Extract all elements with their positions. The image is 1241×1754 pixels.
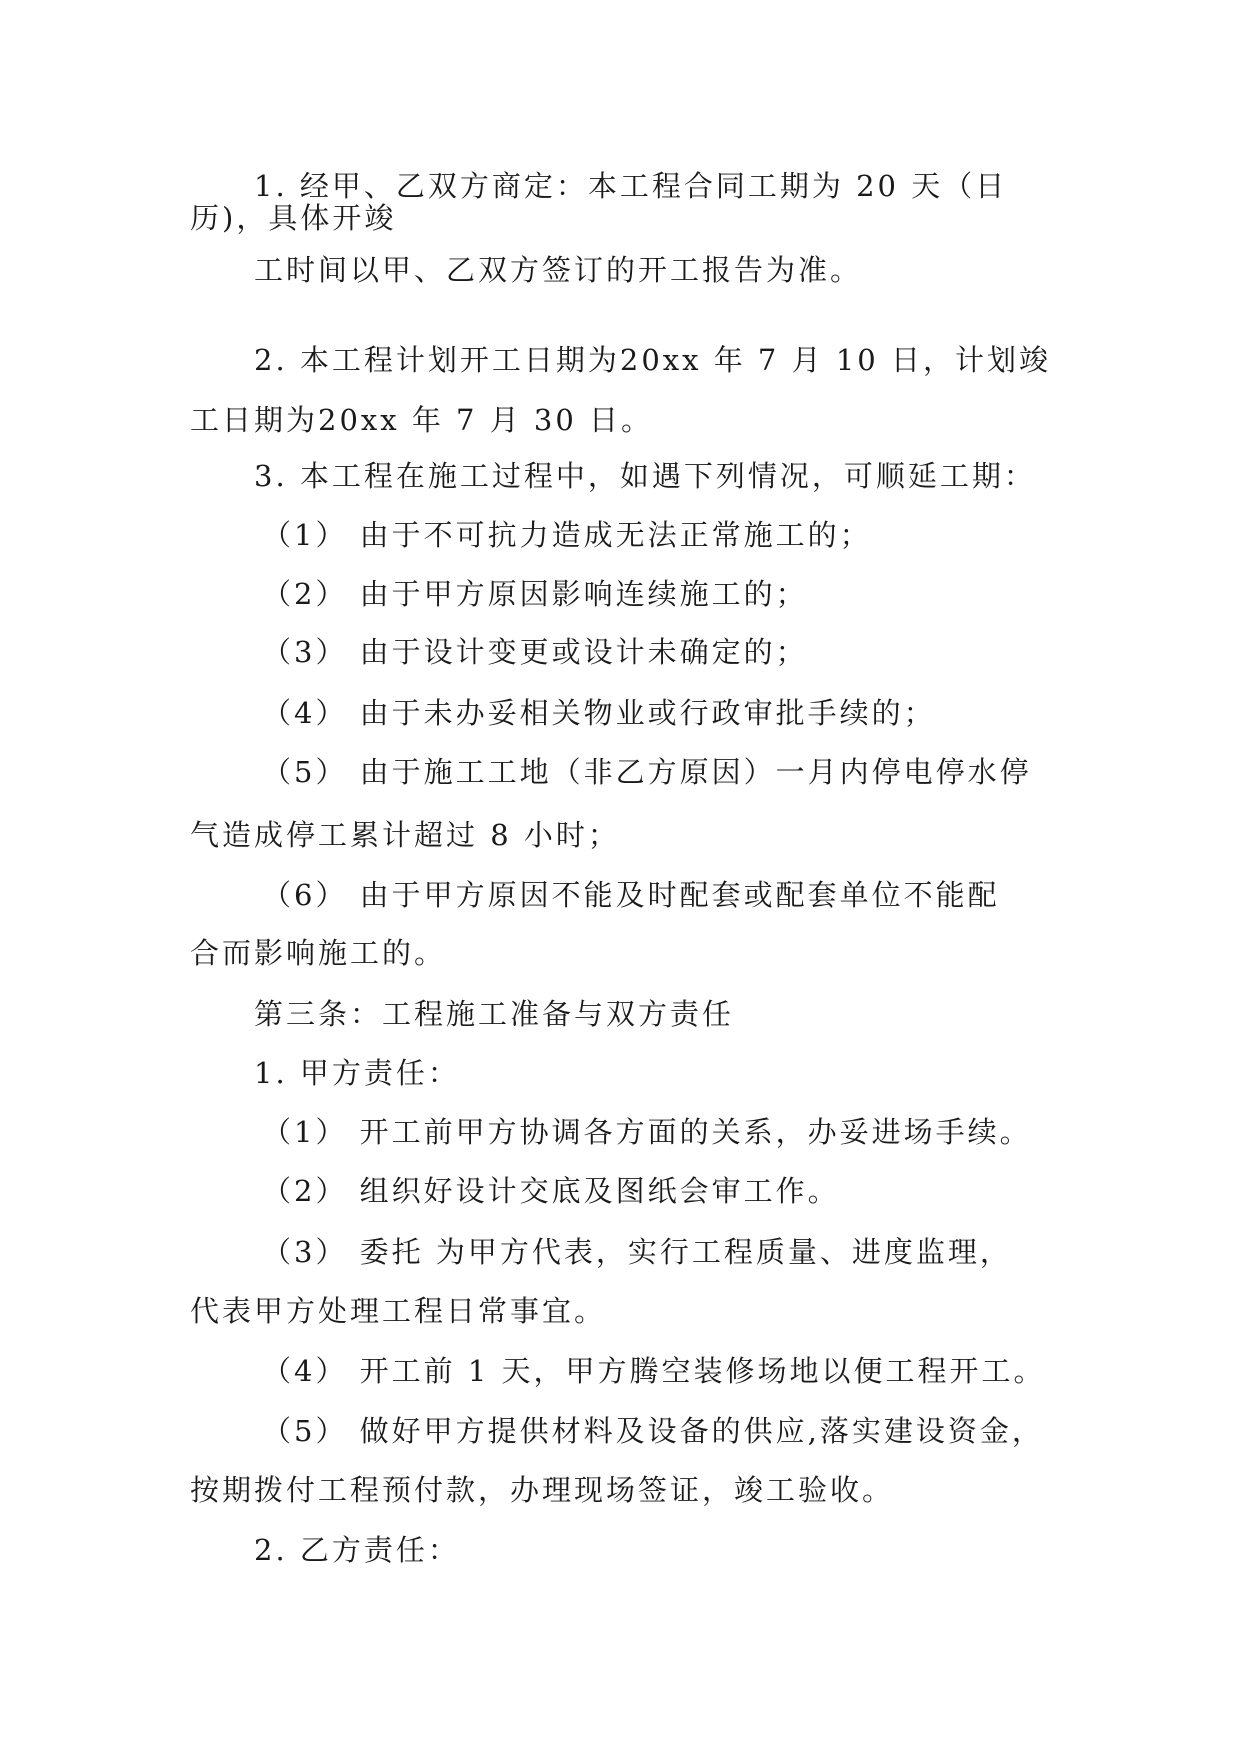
- text-line: 工时间以甲、乙双方签订的开工报告为准。: [254, 253, 863, 287]
- text-line: 1. 经甲、乙双方商定：本工程合同工期为 20 天（日: [254, 169, 1008, 203]
- text-line: 1. 甲方责任：: [254, 1056, 460, 1090]
- section-heading: 第三条：工程施工准备与双方责任: [254, 997, 735, 1031]
- list-item: （4） 开工前 1 天，甲方腾空装修场地以便工程开工。: [262, 1354, 1046, 1388]
- list-item: （3） 由于设计变更或设计未确定的；: [262, 635, 808, 669]
- text-line: 代表甲方处理工程日常事宜。: [190, 1294, 607, 1328]
- list-item: （1） 开工前甲方协调各方面的关系，办妥进场手续。: [262, 1115, 1032, 1149]
- list-item: （6） 由于甲方原因不能及时配套或配套单位不能配: [262, 878, 1000, 912]
- text-line: 2. 本工程计划开工日期为20xx 年 7 月 10 日，计划竣: [254, 343, 1051, 377]
- list-item: （1） 由于不可抗力造成无法正常施工的；: [262, 518, 872, 552]
- text-line: 工日期为20xx 年 7 月 30 日。: [190, 403, 654, 437]
- list-item: （5） 由于施工工地（非乙方原因）一月内停电停水停: [262, 755, 1032, 789]
- list-item: （2） 由于甲方原因影响连续施工的；: [262, 577, 808, 611]
- text-line: 按期拨付工程预付款，办理现场签证，竣工验收。: [190, 1473, 895, 1507]
- list-item: （2） 组织好设计交底及图纸会审工作。: [262, 1174, 840, 1208]
- text-line: 2. 乙方责任：: [254, 1533, 460, 1567]
- list-item: （4） 由于未办妥相关物业或行政审批手续的；: [262, 696, 936, 730]
- list-item: （5） 做好甲方提供材料及设备的供应,落实建设资金，: [262, 1414, 1044, 1448]
- text-line: 3. 本工程在施工过程中，如遇下列情况，可顺延工期：: [254, 459, 1036, 493]
- list-item: （3） 委托 为甲方代表，实行工程质量、进度监理，: [262, 1235, 1012, 1269]
- text-line: 历)，具体开竣: [190, 201, 397, 235]
- text-line: 合而影响施工的。: [190, 936, 447, 970]
- text-line: 气造成停工累计超过 8 小时；: [190, 818, 620, 852]
